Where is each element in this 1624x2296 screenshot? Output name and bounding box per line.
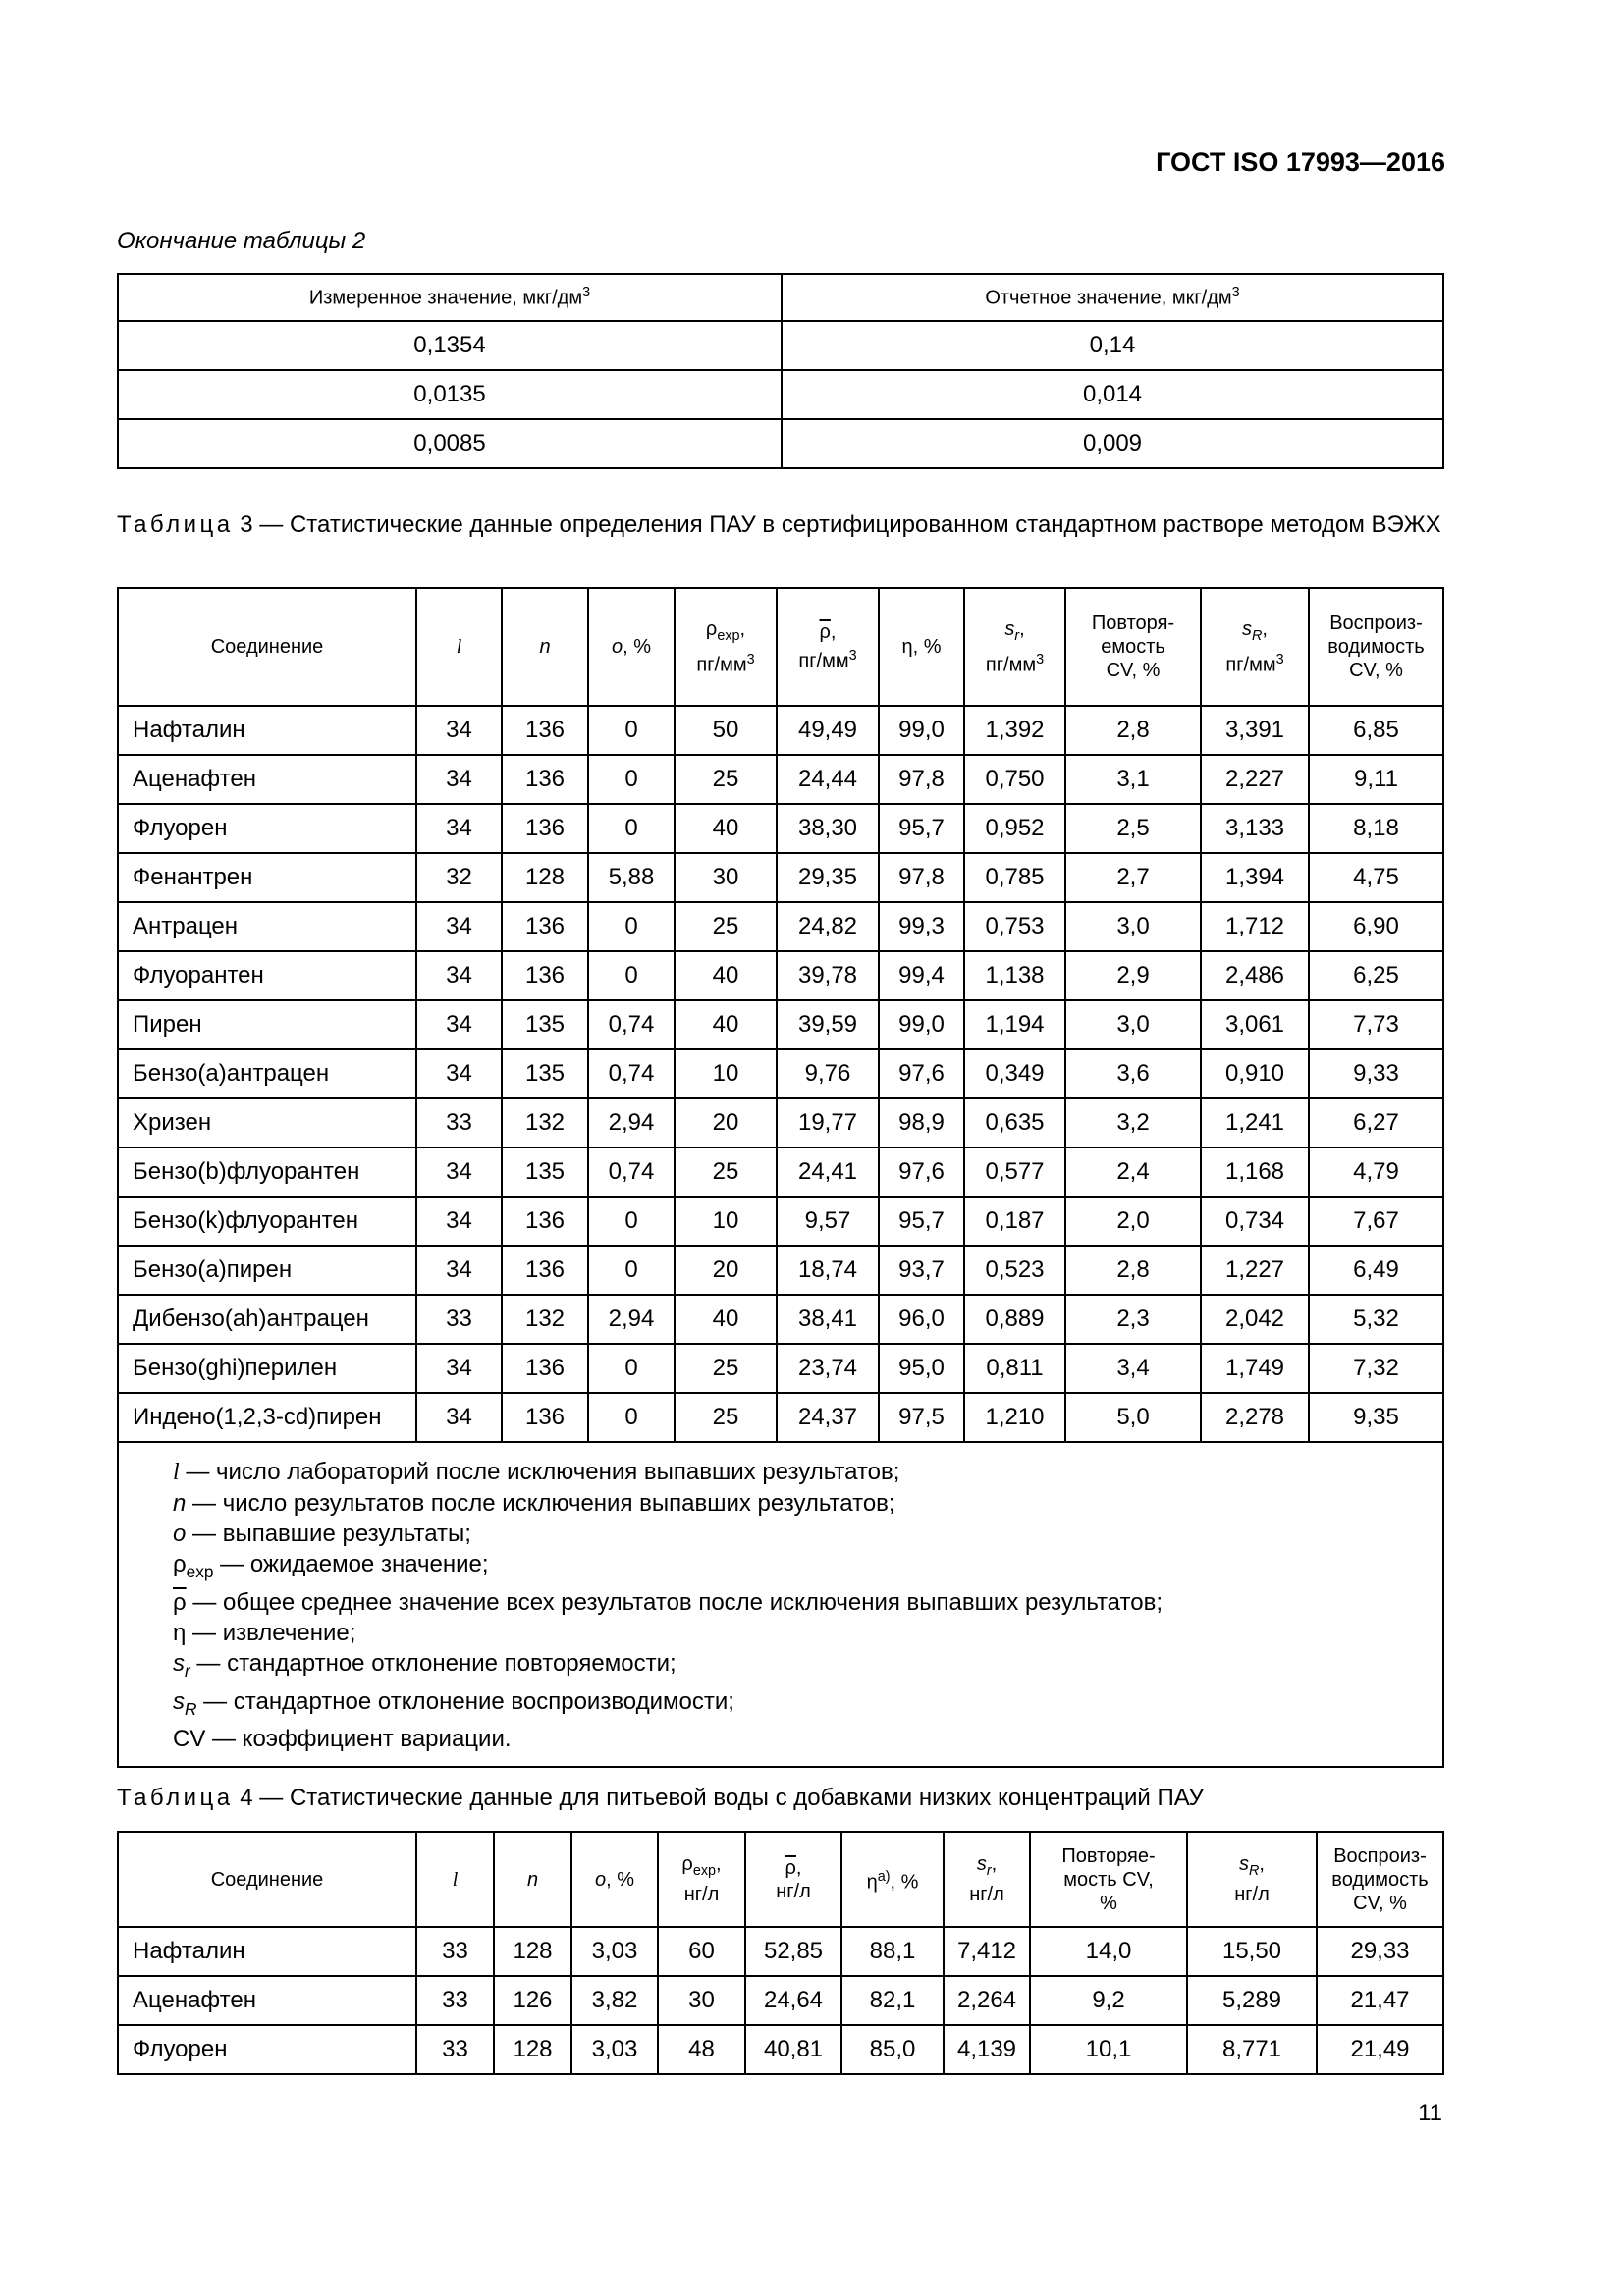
table-cell: 0,74	[588, 1000, 675, 1049]
table-cell: 95,0	[879, 1344, 964, 1393]
compound-name-cell: Антрацен	[118, 902, 416, 951]
compound-name-cell: Нафталин	[118, 706, 416, 755]
compound-name-cell: Флуорен	[118, 804, 416, 853]
table-cell: 20	[675, 1098, 777, 1148]
table-cell: 1,138	[964, 951, 1065, 1000]
table-cell: 85,0	[841, 2025, 944, 2074]
table-cell: 0,187	[964, 1197, 1065, 1246]
table-cell: 14,0	[1030, 1927, 1187, 1976]
table-cell: 33	[416, 1927, 494, 1976]
note-cv: CV — коэффициент вариации.	[173, 1726, 512, 1753]
table-cell: 49,49	[777, 706, 879, 755]
table-cell: 34	[416, 902, 502, 951]
table-cell: 3,03	[571, 2025, 658, 2074]
compound-name-cell: Пирен	[118, 1000, 416, 1049]
table2-row	[118, 321, 1443, 370]
compound-name-cell: Дибензо(ah)антрацен	[118, 1295, 416, 1344]
table-cell: 10,1	[1030, 2025, 1187, 2074]
table-cell: 3,133	[1201, 804, 1309, 853]
table-cell: 1,241	[1201, 1098, 1309, 1148]
table-cell: 39,59	[777, 1000, 879, 1049]
table3-row	[118, 1344, 1443, 1393]
table3-row	[118, 706, 1443, 755]
table-cell: 18,74	[777, 1246, 879, 1295]
table-cell: 5,32	[1309, 1295, 1443, 1344]
table-cell: 29,33	[1317, 1927, 1443, 1976]
table-cell: 24,64	[745, 1976, 841, 2025]
table-cell: 34	[416, 1148, 502, 1197]
table-cell: 3,1	[1065, 755, 1201, 804]
table-cell: 2,278	[1201, 1393, 1309, 1442]
table-cell: 88,1	[841, 1927, 944, 1976]
table-cell: 0,635	[964, 1098, 1065, 1148]
table-cell: 0,889	[964, 1295, 1065, 1344]
table-cell: 0	[588, 1246, 675, 1295]
table-cell: 0	[588, 902, 675, 951]
table3-row	[118, 804, 1443, 853]
table-cell: 48	[658, 2025, 745, 2074]
table-cell: 21,49	[1317, 2025, 1443, 2074]
table-cell: 2,9	[1065, 951, 1201, 1000]
table-cell: 52,85	[745, 1927, 841, 1976]
table-cell: 1,392	[964, 706, 1065, 755]
table-cell: 34	[416, 755, 502, 804]
table-cell: 2,8	[1065, 1246, 1201, 1295]
table-cell: 135	[502, 1049, 588, 1098]
table-cell: 2,94	[588, 1098, 675, 1148]
table-cell: 2,0	[1065, 1197, 1201, 1246]
table3-row	[118, 1049, 1443, 1098]
table4-row	[118, 2025, 1443, 2074]
table-cell: 0,14	[782, 321, 1443, 370]
document-header: ГОСТ ISO 17993—2016	[1156, 147, 1445, 177]
table-cell: 34	[416, 706, 502, 755]
table-cell: 9,76	[777, 1049, 879, 1098]
table-cell: 96,0	[879, 1295, 964, 1344]
table3-col-reproducibility: Воспроиз- водимость CV, %	[1309, 588, 1443, 706]
table4-col-sR: $s_R$, нг/л	[1187, 1832, 1317, 1927]
table-cell: 99,0	[879, 706, 964, 755]
table3-row	[118, 1246, 1443, 1295]
table-cell: 99,4	[879, 951, 964, 1000]
note-rho-exp: $\rho_{exp}$ — ожидаемое значение;	[173, 1551, 489, 1581]
table2	[117, 273, 1444, 469]
table-cell: 10	[675, 1049, 777, 1098]
compound-name-cell: Флуорен	[118, 2025, 416, 2074]
table-cell: 34	[416, 1197, 502, 1246]
table-cell: 6,90	[1309, 902, 1443, 951]
table-cell: 7,67	[1309, 1197, 1443, 1246]
table4-row	[118, 1976, 1443, 2025]
table-cell: 34	[416, 951, 502, 1000]
table-cell: 25	[675, 902, 777, 951]
table-cell: 1,394	[1201, 853, 1309, 902]
table3-col-compound: Соединение	[118, 588, 416, 706]
table3-row	[118, 755, 1443, 804]
table-cell: 0,811	[964, 1344, 1065, 1393]
table3-row	[118, 1098, 1443, 1148]
compound-name-cell: Бензо(а)пирен	[118, 1246, 416, 1295]
table-cell: 9,57	[777, 1197, 879, 1246]
table-cell: 82,1	[841, 1976, 944, 2025]
table-cell: 34	[416, 804, 502, 853]
table4-caption: Таблица 4 — Статистические данные для питьевой воды с добавками низких концентраций ПАУ	[117, 1785, 1204, 1811]
table-cell: 3,2	[1065, 1098, 1201, 1148]
table3-row	[118, 1148, 1443, 1197]
compound-name-cell: Нафталин	[118, 1927, 416, 1976]
table-cell: 34	[416, 1393, 502, 1442]
table3-row	[118, 853, 1443, 902]
table-cell: 0	[588, 1344, 675, 1393]
table-cell: 10	[675, 1197, 777, 1246]
table3-col-l: l	[416, 588, 502, 706]
table3-notes-row	[118, 1442, 1443, 1767]
table4-col-reproducibility: Воспроиз- водимость CV, %	[1317, 1832, 1443, 1927]
compound-name-cell: Бензо(а)антрацен	[118, 1049, 416, 1098]
table-cell: 9,2	[1030, 1976, 1187, 2025]
table-cell: 3,82	[571, 1976, 658, 2025]
table3-col-repeatability: Повторя- емость CV, %	[1065, 588, 1201, 706]
table-cell: 132	[502, 1295, 588, 1344]
note-o: o — выпавшие результаты;	[173, 1521, 471, 1547]
table4-col-compound: Соединение	[118, 1832, 416, 1927]
table-cell: 136	[502, 1393, 588, 1442]
table2-col-measured: Измеренное значение, мкг/$дм^3$	[118, 274, 782, 321]
table-cell: 8,18	[1309, 804, 1443, 853]
table-cell: 1,194	[964, 1000, 1065, 1049]
table4-col-n: n	[494, 1832, 571, 1927]
note-sR: $s_R$ — стандартное отклонение воспроизводимости;	[173, 1687, 734, 1719]
table-cell: 33	[416, 1295, 502, 1344]
table-cell: 136	[502, 755, 588, 804]
table-cell: 128	[502, 853, 588, 902]
table-cell: 97,8	[879, 755, 964, 804]
table-cell: 5,289	[1187, 1976, 1317, 2025]
table-cell: 25	[675, 1344, 777, 1393]
table-cell: 30	[675, 853, 777, 902]
table-cell: 39,78	[777, 951, 879, 1000]
table-cell: 25	[675, 1393, 777, 1442]
table2-row	[118, 419, 1443, 468]
table3-row	[118, 951, 1443, 1000]
table-cell: 2,8	[1065, 706, 1201, 755]
table-cell: 95,7	[879, 804, 964, 853]
table2-col-reported: Отчетное значение, мкг/$дм^3$	[782, 274, 1443, 321]
table3-col-eta: η, %	[879, 588, 964, 706]
table-cell: 128	[494, 2025, 571, 2074]
table-cell: 2,4	[1065, 1148, 1201, 1197]
table-cell: 2,227	[1201, 755, 1309, 804]
table-cell: 0,009	[782, 419, 1443, 468]
table-cell: 2,264	[944, 1976, 1030, 2025]
table-cell: 3,061	[1201, 1000, 1309, 1049]
table-cell: 7,412	[944, 1927, 1030, 1976]
table3-header-row	[118, 588, 1443, 706]
table-cell: 20	[675, 1246, 777, 1295]
table-cell: 25	[675, 1148, 777, 1197]
table3-row	[118, 1295, 1443, 1344]
table-cell: 0	[588, 951, 675, 1000]
table4-col-sr: $s_r$, нг/л	[944, 1832, 1030, 1927]
table-cell: 0,0085	[118, 419, 782, 468]
table-cell: 24,82	[777, 902, 879, 951]
table-cell: 4,79	[1309, 1148, 1443, 1197]
table4-col-repeatability: Повторяе- мость CV, %	[1030, 1832, 1187, 1927]
table-cell: 0,910	[1201, 1049, 1309, 1098]
table4-header-row	[118, 1832, 1443, 1927]
table-cell: 6,85	[1309, 706, 1443, 755]
table-cell: 97,8	[879, 853, 964, 902]
table-cell: 19,77	[777, 1098, 879, 1148]
table-cell: 0,0135	[118, 370, 782, 419]
table-cell: 98,9	[879, 1098, 964, 1148]
table-cell: 3,4	[1065, 1344, 1201, 1393]
table-cell: 0,74	[588, 1148, 675, 1197]
table-cell: 34	[416, 1344, 502, 1393]
table-cell: 4,75	[1309, 853, 1443, 902]
table3-col-n: n	[502, 588, 588, 706]
table3	[117, 587, 1444, 1768]
table-cell: 0,753	[964, 902, 1065, 951]
table-cell: 132	[502, 1098, 588, 1148]
compound-name-cell: Бензо(k)флуорантен	[118, 1197, 416, 1246]
table-cell: 0	[588, 1197, 675, 1246]
table-cell: 33	[416, 2025, 494, 2074]
compound-name-cell: Хризен	[118, 1098, 416, 1148]
table-cell: 97,6	[879, 1049, 964, 1098]
table-cell: 2,5	[1065, 804, 1201, 853]
table-cell: 2,3	[1065, 1295, 1201, 1344]
table-cell: 2,94	[588, 1295, 675, 1344]
table3-col-rho-exp: $\rho_{exp}$, $пг/мм^3$	[675, 588, 777, 706]
table-cell: 24,44	[777, 755, 879, 804]
table-cell: 7,73	[1309, 1000, 1443, 1049]
table-cell: 95,7	[879, 1197, 964, 1246]
table-cell: 3,6	[1065, 1049, 1201, 1098]
compound-name-cell: Аценафтен	[118, 755, 416, 804]
compound-name-cell: Флуорантен	[118, 951, 416, 1000]
table-cell: 3,03	[571, 1927, 658, 1976]
table-cell: 60	[658, 1927, 745, 1976]
compound-name-cell: Аценафтен	[118, 1976, 416, 2025]
table-cell: 1,749	[1201, 1344, 1309, 1393]
table-cell: 23,74	[777, 1344, 879, 1393]
table-cell: 33	[416, 1976, 494, 2025]
table-cell: 136	[502, 1197, 588, 1246]
page-number: 11	[1418, 2100, 1442, 2126]
table-cell: 8,771	[1187, 2025, 1317, 2074]
table-cell: 135	[502, 1148, 588, 1197]
table-cell: 1,227	[1201, 1246, 1309, 1295]
table-cell: 32	[416, 853, 502, 902]
table-cell: 0,1354	[118, 321, 782, 370]
table-cell: 50	[675, 706, 777, 755]
table-cell: 40	[675, 804, 777, 853]
table-cell: 0,750	[964, 755, 1065, 804]
table-cell: 1,168	[1201, 1148, 1309, 1197]
table-cell: 99,3	[879, 902, 964, 951]
table-cell: 2,042	[1201, 1295, 1309, 1344]
table-cell: 33	[416, 1098, 502, 1148]
table-cell: 136	[502, 706, 588, 755]
table-cell: 3,0	[1065, 1000, 1201, 1049]
table-cell: 0,577	[964, 1148, 1065, 1197]
table2-continuation-caption: Окончание таблицы 2	[117, 228, 366, 254]
compound-name-cell: Бензо(ghi)перилен	[118, 1344, 416, 1393]
table-cell: 135	[502, 1000, 588, 1049]
table-cell: 6,25	[1309, 951, 1443, 1000]
table-cell: 0	[588, 706, 675, 755]
table-cell: 38,30	[777, 804, 879, 853]
table-cell: 40	[675, 1295, 777, 1344]
table-cell: 93,7	[879, 1246, 964, 1295]
table-cell: 0,014	[782, 370, 1443, 419]
table4-col-rho-exp: $\rho_{exp}$, нг/л	[658, 1832, 745, 1927]
table-cell: 38,41	[777, 1295, 879, 1344]
table-cell: 6,27	[1309, 1098, 1443, 1148]
table3-row	[118, 1393, 1443, 1442]
table3-col-sr: $s_r$, $пг/мм^3$	[964, 588, 1065, 706]
table4-col-l: l	[416, 1832, 494, 1927]
table-cell: 97,5	[879, 1393, 964, 1442]
table3-caption: Таблица 3 — Статистические данные определения ПАУ в сертифицированном стандартном растворе методом ВЭЖХ	[117, 511, 1441, 538]
table-cell: 24,41	[777, 1148, 879, 1197]
table-cell: 136	[502, 951, 588, 1000]
table-cell: 0	[588, 1393, 675, 1442]
table-cell: 6,49	[1309, 1246, 1443, 1295]
table-cell: 1,210	[964, 1393, 1065, 1442]
table2-row	[118, 370, 1443, 419]
table-cell: 9,11	[1309, 755, 1443, 804]
table-cell: 1,712	[1201, 902, 1309, 951]
table-cell: 25	[675, 755, 777, 804]
table3-row	[118, 1000, 1443, 1049]
table-cell: 0,523	[964, 1246, 1065, 1295]
table-cell: 136	[502, 902, 588, 951]
table-cell: 3,0	[1065, 902, 1201, 951]
table-cell: 15,50	[1187, 1927, 1317, 1976]
table-cell: 99,0	[879, 1000, 964, 1049]
table-cell: 40,81	[745, 2025, 841, 2074]
table-cell: 0,734	[1201, 1197, 1309, 1246]
compound-name-cell: Бензо(b)флуорантен	[118, 1148, 416, 1197]
table-cell: 30	[658, 1976, 745, 2025]
table-cell: 9,33	[1309, 1049, 1443, 1098]
table-cell: 136	[502, 804, 588, 853]
table3-row	[118, 902, 1443, 951]
table-cell: 0,952	[964, 804, 1065, 853]
table-cell: 5,0	[1065, 1393, 1201, 1442]
table-cell: 136	[502, 1246, 588, 1295]
table-cell: 2,7	[1065, 853, 1201, 902]
table-cell: 7,32	[1309, 1344, 1443, 1393]
note-sr: $s_r$ — стандартное отклонение повторяемости;	[173, 1649, 677, 1681]
table-cell: 9,35	[1309, 1393, 1443, 1442]
note-rho-mean: $\overline{\rho}$ — общее среднее значение всех результатов после исключения выпавших результатов;	[173, 1588, 1163, 1616]
table3-col-rho-mean: $\overline{\rho}$, $пг/мм^3$	[777, 588, 879, 706]
table-cell: 40	[675, 951, 777, 1000]
table-cell: 126	[494, 1976, 571, 2025]
note-l: l — число лабораторий после исключения выпавших результатов;	[173, 1459, 900, 1485]
table-cell: 0,74	[588, 1049, 675, 1098]
table-cell: 128	[494, 1927, 571, 1976]
table3-notes	[118, 1442, 1443, 1767]
table-cell: 34	[416, 1246, 502, 1295]
table-cell: 97,6	[879, 1148, 964, 1197]
compound-name-cell: Индено(1,2,3-cd)пирен	[118, 1393, 416, 1442]
table3-col-sR: $s_R$, $пг/мм^3$	[1201, 588, 1309, 706]
table-cell: 0	[588, 755, 675, 804]
table3-col-o: o, %	[588, 588, 675, 706]
table4-col-eta: $\eta^{a)}$, %	[841, 1832, 944, 1927]
table-cell: 136	[502, 1344, 588, 1393]
note-eta: η — извлечение;	[173, 1619, 356, 1646]
table-cell: 29,35	[777, 853, 879, 902]
table-cell: 34	[416, 1049, 502, 1098]
table-cell: 34	[416, 1000, 502, 1049]
table3-row	[118, 1197, 1443, 1246]
table-cell: 0,349	[964, 1049, 1065, 1098]
table-cell: 40	[675, 1000, 777, 1049]
table4	[117, 1831, 1444, 2075]
table-cell: 21,47	[1317, 1976, 1443, 2025]
table2-header-row	[118, 274, 1443, 321]
table-cell: 0,785	[964, 853, 1065, 902]
table4-col-o: o, %	[571, 1832, 658, 1927]
table-cell: 3,391	[1201, 706, 1309, 755]
table-cell: 4,139	[944, 2025, 1030, 2074]
table-cell: 5,88	[588, 853, 675, 902]
table4-row	[118, 1927, 1443, 1976]
table-cell: 0	[588, 804, 675, 853]
table-cell: 24,37	[777, 1393, 879, 1442]
table4-col-rho-mean: $\overline{\rho}$, нг/л	[745, 1832, 841, 1927]
compound-name-cell: Фенантрен	[118, 853, 416, 902]
note-n: n — число результатов после исключения выпавших результатов;	[173, 1490, 895, 1517]
table-cell: 2,486	[1201, 951, 1309, 1000]
